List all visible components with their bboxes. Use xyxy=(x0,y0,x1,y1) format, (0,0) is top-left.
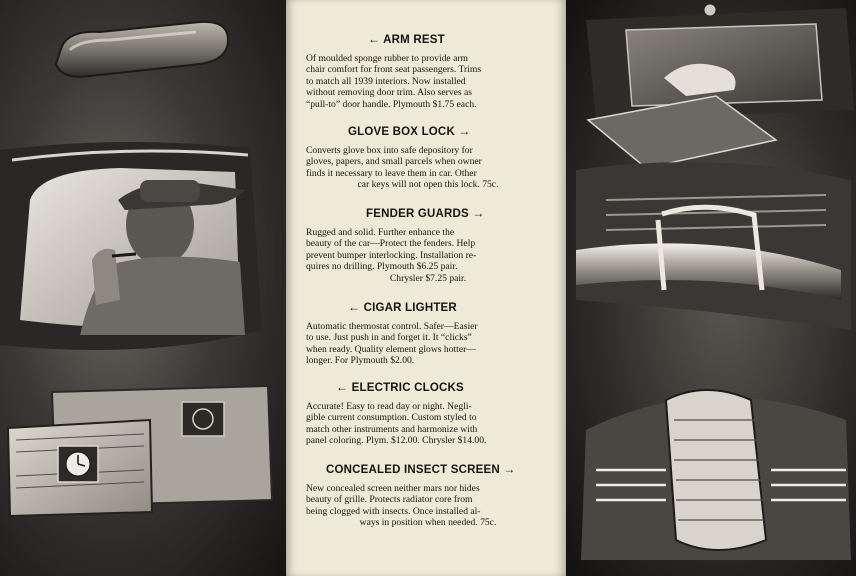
arrow-left-icon: ← xyxy=(336,380,349,394)
glove-box-lock-photo xyxy=(586,4,854,168)
arrow-right-icon: → xyxy=(458,124,471,138)
section-heading: ← CIGAR LIGHTER xyxy=(348,300,457,314)
section-body: Automatic thermostat control. Safer—Easier to use. Just push in and forget it. It “clicks” when ready. Quality element glows hotter— longer. For Plymouth $2.00. xyxy=(306,321,478,367)
electric-clocks-section xyxy=(306,380,550,447)
section-heading: ← ELECTRIC CLOCKS xyxy=(336,380,464,394)
section-heading: GLOVE BOX LOCK → xyxy=(348,124,471,138)
insect-screen-photo xyxy=(581,390,851,560)
insect-screen-section xyxy=(306,462,550,529)
fender-guards-section xyxy=(306,206,550,284)
arrow-left-icon: ← xyxy=(348,300,361,314)
cigar-lighter-section xyxy=(306,300,550,367)
fender-guards-photo xyxy=(576,162,851,330)
section-body: New concealed screen neither mars nor hides beauty of grille. Protects radiator core from being clogged with insects. Once installed al- ways in position when needed. 75c. xyxy=(306,483,497,529)
right-photo-panel xyxy=(566,0,856,576)
section-heading: CONCEALED INSECT SCREEN → xyxy=(326,462,516,476)
section-heading: ← ARM REST xyxy=(368,32,445,46)
arrow-right-icon: → xyxy=(472,206,485,220)
left-photo-panel xyxy=(0,0,286,576)
accessory-text-panel xyxy=(286,0,566,576)
section-body: Rugged and solid. Further enhance the beauty of the car—Protect the fenders. Help prevent bumper interlocking. Installation re- quires no drilling. Plymouth $6.25 pair. Chrysler $7.25 pair. xyxy=(306,227,477,284)
cigar-lighter-photo xyxy=(0,142,262,350)
electric-clock-photo xyxy=(8,386,272,516)
right-illustrations xyxy=(566,0,856,576)
arm-rest-section xyxy=(306,32,550,110)
arrow-right-icon: → xyxy=(503,462,516,476)
section-heading: FENDER GUARDS → xyxy=(366,206,485,220)
section-body: Of moulded sponge rubber to provide arm chair comfort for front seat passengers. Trims to match all 1939 interiors. Now installed without removing door trim. Also serves as “pull-to” door handle. Plymouth $1.75 each. xyxy=(306,53,482,110)
section-body: Accurate! Easy to read day or night. Negli- gible current consumption. Custom styled to match other instruments and harmonize with panel coloring. Plym. $12.00. Chrysler $14.00. xyxy=(306,401,487,447)
glove-box-lock-section xyxy=(306,124,550,191)
left-illustrations xyxy=(0,0,286,576)
section-body: Converts glove box into safe depository for gloves, papers, and small parcels when owner finds it necessary to leave them in car. Other car keys will not open this lock. 75c. xyxy=(306,145,499,191)
arm-rest-photo xyxy=(56,22,228,77)
arrow-left-icon: ← xyxy=(368,32,381,46)
